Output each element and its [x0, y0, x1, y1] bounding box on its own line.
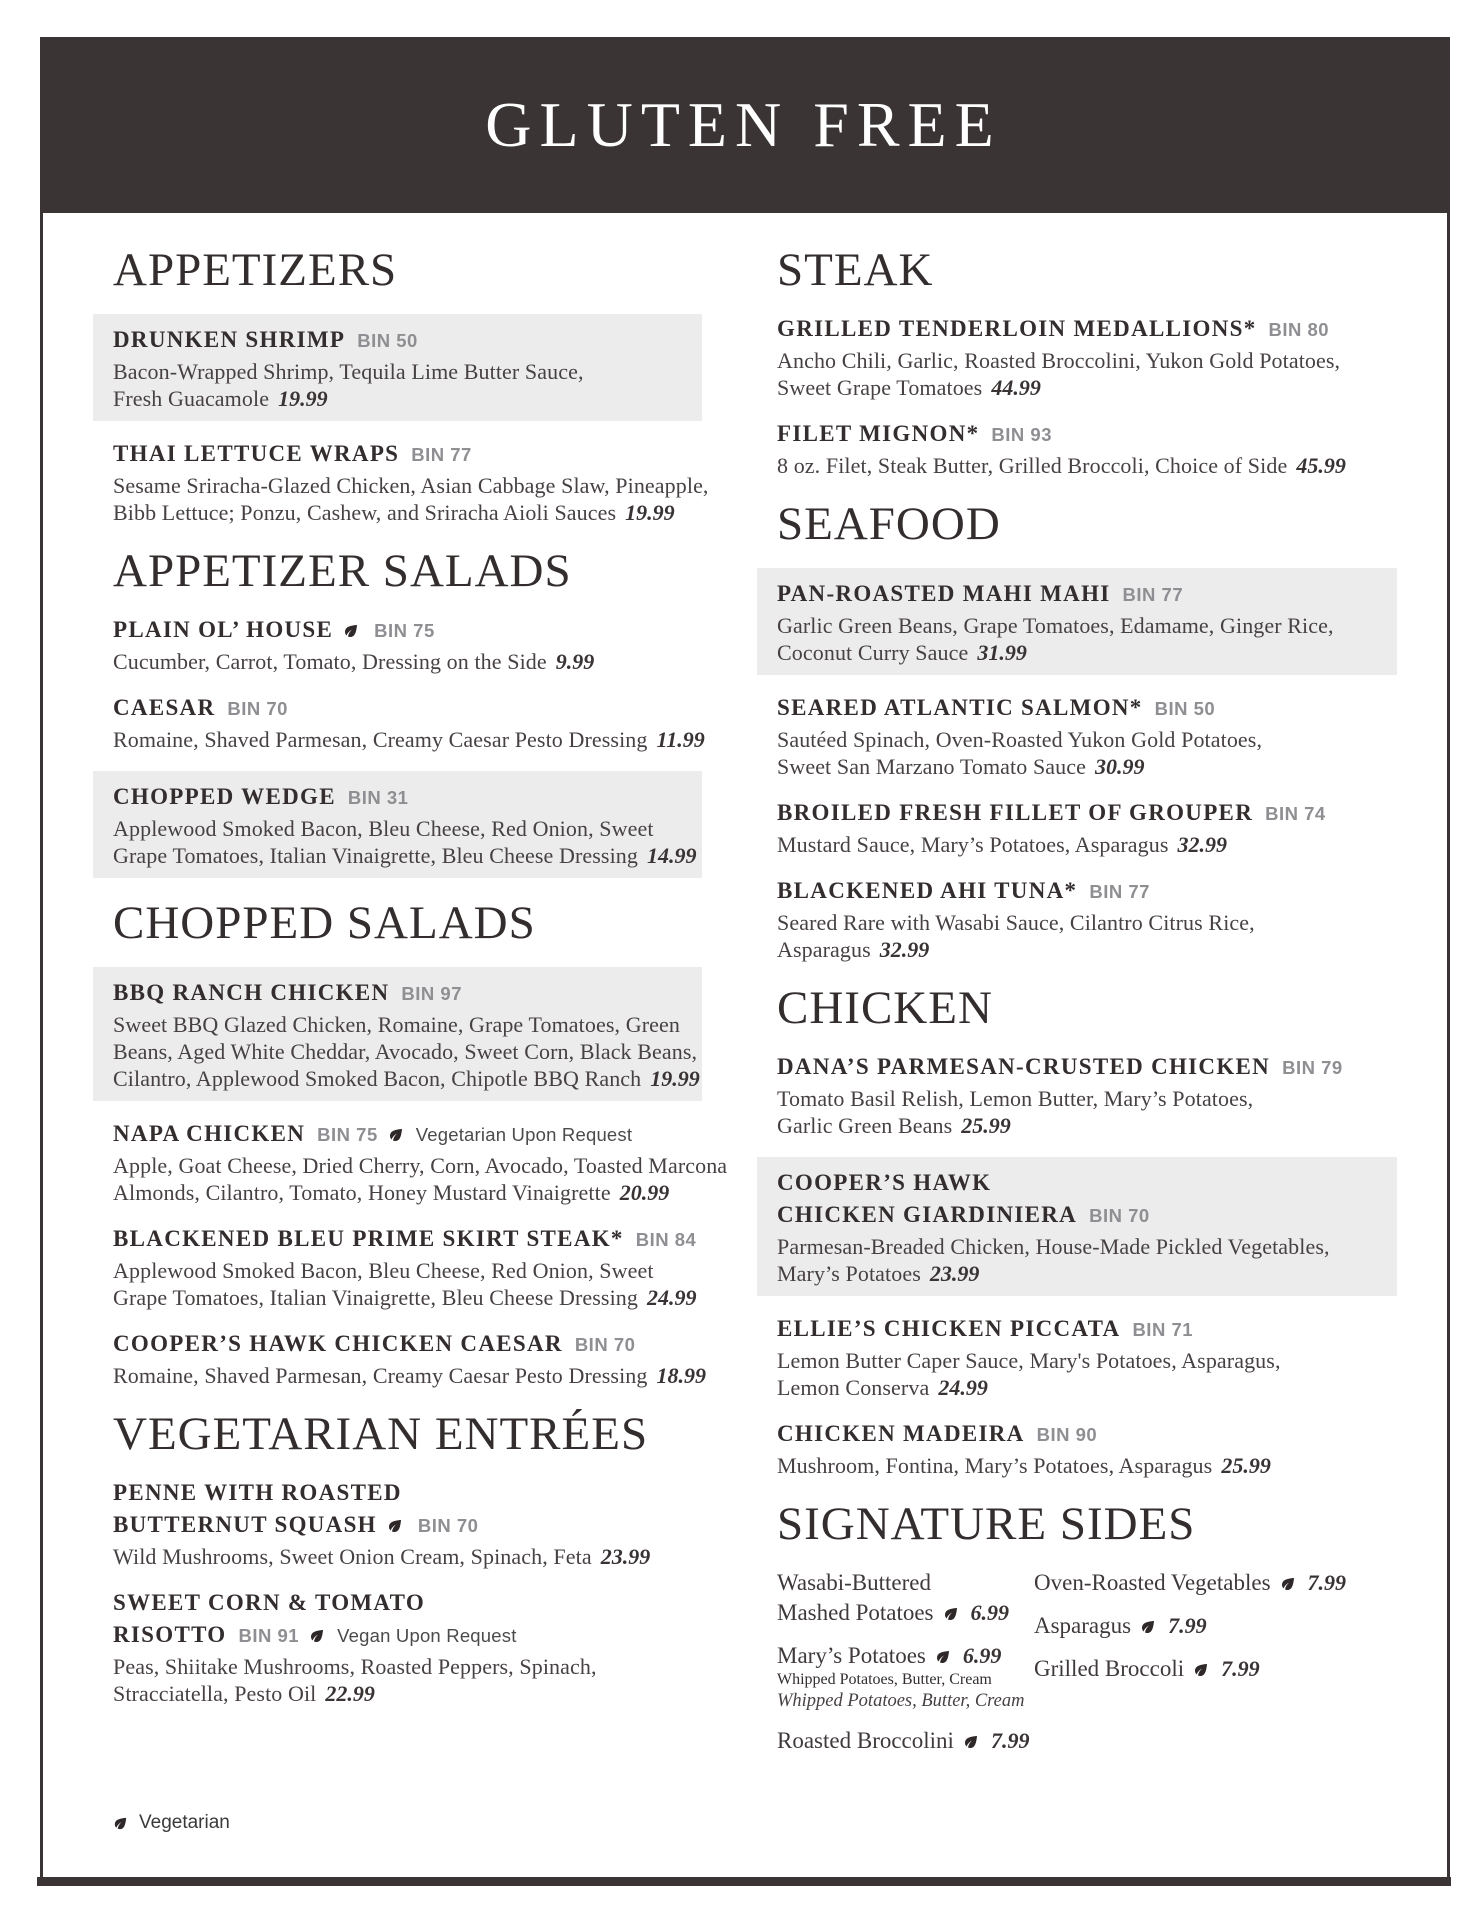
side-item [777, 1568, 1034, 1628]
item-name-row [113, 1620, 690, 1651]
bin-label: BIN 75 [317, 1124, 378, 1145]
item-description-text: Sesame Sriracha-Glazed Chicken, Asian Cabbage Slaw, Pineapple, [113, 473, 709, 498]
menu-column-right [777, 244, 1385, 1769]
leaf-icon [386, 1517, 404, 1535]
item-description-line [777, 1233, 1385, 1260]
side-item [1034, 1568, 1385, 1598]
item-description-line [777, 936, 1385, 963]
item-name-row [113, 615, 690, 646]
item-name: BUTTERNUT SQUASH [113, 1512, 377, 1537]
item-description-line [777, 1347, 1385, 1374]
item-description-line [777, 1112, 1385, 1139]
item-name: PENNE WITH ROASTED [113, 1480, 402, 1505]
side-name-row [1034, 1611, 1385, 1641]
menu-item [113, 439, 709, 526]
diet-note: Vegetarian Upon Request [415, 1124, 633, 1145]
item-description-line [777, 452, 1385, 479]
item-description-text: Cucumber, Carrot, Tomato, Dressing on the Side [113, 649, 547, 674]
bin-label: BIN 50 [1154, 698, 1216, 719]
menu-section [777, 982, 1385, 1479]
item-description-line [113, 1362, 707, 1389]
header-band [40, 37, 1447, 213]
item-description-line [113, 1653, 690, 1680]
bin-label: BIN 84 [635, 1229, 697, 1250]
menu-item [113, 1478, 690, 1570]
item-price: 32.99 [1177, 832, 1227, 857]
item-description-line [777, 639, 1385, 666]
bin-label: BIN 70 [227, 698, 288, 719]
item-description-text: Applewood Smoked Bacon, Bleu Cheese, Red Onion, Sweet [113, 1258, 654, 1283]
menu-item [757, 1157, 1397, 1296]
side-name-row [777, 1598, 1034, 1628]
menu-section [777, 244, 1385, 479]
menu-section [113, 1408, 690, 1707]
side-price: 6.99 [962, 1643, 1002, 1668]
item-description-text: Mustard Sauce, Mary’s Potatoes, Asparagus [777, 832, 1169, 857]
side-name: Oven-Roasted Vegetables [1034, 1570, 1271, 1595]
item-name: CHOPPED WEDGE [113, 784, 336, 809]
side-description: Whipped Potatoes, Butter, Cream [777, 1691, 1025, 1711]
item-name: CHICKEN MADEIRA [777, 1421, 1025, 1446]
item-name: COOPER’S HAWK CHICKEN CAESAR [113, 1331, 563, 1356]
side-name-row [777, 1726, 1034, 1756]
item-description-text: Apple, Goat Cheese, Dried Cherry, Corn, Avocado, Toasted Marcona [113, 1153, 728, 1178]
side-name-row [777, 1641, 1034, 1671]
item-price: 24.99 [938, 1375, 988, 1400]
menu-section [113, 244, 709, 526]
item-name: BLACKENED BLEU PRIME SKIRT STEAK* [113, 1226, 624, 1251]
bin-label: BIN 80 [1268, 319, 1330, 340]
side-price: 7.99 [1221, 1656, 1260, 1681]
menu-item [777, 1052, 1385, 1139]
sides-column [1034, 1568, 1385, 1769]
section-heading: SIGNATURE SIDES [777, 1498, 1196, 1550]
item-description-text: 8 oz. Filet, Steak Butter, Grilled Broccoli, Choice of Side [777, 453, 1288, 478]
leaf-icon [308, 1627, 326, 1645]
item-name-row [777, 1314, 1385, 1345]
item-name-row [777, 1168, 1385, 1198]
item-description-text: Applewood Smoked Bacon, Bleu Cheese, Red Onion, Sweet [113, 816, 654, 841]
item-name: NAPA CHICKEN [113, 1121, 306, 1146]
leaf-icon [934, 1648, 952, 1666]
item-name: RISOTTO [113, 1622, 227, 1647]
item-description-line [113, 1065, 700, 1092]
item-name-row [777, 314, 1385, 345]
item-description-text: Seared Rare with Wasabi Sauce, Cilantro Citrus Rice, [777, 910, 1255, 935]
item-name-row [113, 782, 690, 813]
section-heading: CHOPPED SALADS [113, 897, 536, 949]
item-description-line [113, 1284, 697, 1311]
item-description-line [777, 347, 1385, 374]
item-name: PLAIN OL’ HOUSE [113, 617, 334, 642]
item-name: SWEET CORN & TOMATO [113, 1590, 426, 1615]
side-name-row [1034, 1568, 1385, 1598]
bin-label: BIN 91 [238, 1625, 300, 1646]
menu-item [113, 1224, 697, 1311]
side-price: 7.99 [990, 1728, 1030, 1753]
item-description-text: Stracciatella, Pesto Oil [113, 1681, 317, 1706]
item-description-line [113, 1038, 698, 1065]
vegetarian-legend-label: Vegetarian [139, 1812, 230, 1833]
menu-item [777, 693, 1385, 780]
menu-item [113, 615, 690, 675]
item-price: 45.99 [1296, 453, 1346, 478]
side-item [777, 1641, 1034, 1713]
bin-label: BIN 97 [401, 983, 462, 1004]
item-description-text: Mushroom, Fontina, Mary’s Potatoes, Asparagus [777, 1453, 1213, 1478]
item-description-line [777, 1085, 1385, 1112]
item-name: BLACKENED AHI TUNA* [777, 878, 1078, 903]
item-description-line [113, 472, 709, 499]
item-description-line [113, 1680, 690, 1707]
bin-label: BIN 79 [1282, 1057, 1343, 1078]
menu-item [113, 693, 705, 753]
section-heading: APPETIZER SALADS [113, 545, 572, 597]
bin-label: BIN 31 [347, 787, 409, 808]
item-description-line [777, 726, 1385, 753]
item-name-row [113, 1478, 690, 1508]
item-price: 44.99 [991, 375, 1041, 400]
item-description-line [777, 831, 1385, 858]
menu-section [777, 498, 1385, 963]
item-price: 22.99 [325, 1681, 375, 1706]
item-name: GRILLED TENDERLOIN MEDALLIONS* [777, 316, 1257, 341]
menu-item [113, 1588, 690, 1707]
side-name: Asparagus [1034, 1613, 1132, 1638]
menu-item [777, 314, 1385, 401]
menu-item [777, 419, 1385, 479]
item-name-row [777, 1419, 1385, 1450]
item-price: 18.99 [656, 1363, 707, 1388]
item-description-text: Bacon-Wrapped Shrimp, Tequila Lime Butter Sauce, [113, 359, 584, 384]
item-name-row [777, 876, 1385, 907]
item-name: FILET MIGNON* [777, 421, 980, 446]
leaf-icon [387, 1126, 405, 1144]
item-description-text: Beans, Aged White Cheddar, Avocado, Sweet Corn, Black Beans, [113, 1039, 698, 1064]
bottom-rule [37, 1877, 1451, 1886]
item-name-row [777, 693, 1385, 724]
item-name-row [777, 798, 1385, 829]
side-name: Grilled Broccoli [1034, 1656, 1185, 1681]
bin-label: BIN 93 [991, 424, 1052, 445]
item-price: 19.99 [278, 386, 328, 411]
side-name: Roasted Broccolini [777, 1728, 954, 1753]
side-price: 6.99 [970, 1600, 1010, 1625]
item-name-row [113, 325, 690, 356]
item-description-text: Fresh Guacamole [113, 386, 270, 411]
item-name: COOPER’S HAWK [777, 1170, 992, 1195]
bin-label: BIN 70 [417, 1515, 479, 1536]
side-item [1034, 1654, 1385, 1684]
item-name-row [777, 579, 1385, 610]
item-description-line [113, 842, 697, 869]
item-name-row [113, 693, 690, 724]
bin-label: BIN 70 [574, 1334, 636, 1355]
item-description-line [777, 1260, 1385, 1287]
section-heading: VEGETARIAN ENTRÉES [113, 1408, 649, 1460]
section-heading: SEAFOOD [777, 498, 1001, 550]
menu-column-left [113, 244, 728, 1725]
item-price: 14.99 [647, 843, 697, 868]
item-description-line [777, 374, 1385, 401]
leaf-icon [342, 622, 360, 640]
bin-label: BIN 77 [411, 444, 472, 465]
item-description-text: Garlic Green Beans [777, 1113, 953, 1138]
item-description-line [777, 612, 1385, 639]
item-description-text: Garlic Green Beans, Grape Tomatoes, Edamame, Ginger Rice, [777, 613, 1334, 638]
item-description-text: Sweet Grape Tomatoes [777, 375, 983, 400]
menu-item [777, 876, 1385, 963]
side-name-row [777, 1568, 1034, 1598]
item-price: 19.99 [650, 1066, 700, 1091]
item-description-line [777, 1452, 1385, 1479]
menu-item [93, 967, 702, 1101]
item-description-text: Peas, Shiitake Mushrooms, Roasted Peppers, Spinach, [113, 1654, 597, 1679]
item-name-row [113, 1588, 690, 1618]
item-price: 11.99 [656, 727, 705, 752]
item-description-text: Lemon Conserva [777, 1375, 930, 1400]
item-name-row [777, 1052, 1385, 1083]
side-description: Whipped Potatoes, Butter, Cream [777, 1671, 992, 1688]
bin-label: BIN 77 [1122, 584, 1184, 605]
item-name: CHICKEN GIARDINIERA [777, 1202, 1078, 1227]
side-name: Wasabi-Buttered [777, 1570, 931, 1595]
item-description-line [113, 1152, 728, 1179]
item-price: 24.99 [647, 1285, 697, 1310]
menu-item [113, 1119, 728, 1206]
item-description-text: Romaine, Shaved Parmesan, Creamy Caesar Pesto Dressing [113, 1363, 648, 1388]
item-name: DRUNKEN SHRIMP [113, 327, 346, 352]
item-name-row [113, 1329, 690, 1360]
item-description-text: Ancho Chili, Garlic, Roasted Broccolini, Yukon Gold Potatoes, [777, 348, 1341, 373]
bin-label: BIN 50 [357, 330, 418, 351]
item-name: THAI LETTUCE WRAPS [113, 441, 400, 466]
item-price: 23.99 [600, 1544, 651, 1569]
item-price: 32.99 [879, 937, 930, 962]
leaf-icon [1192, 1661, 1210, 1679]
item-description-line [113, 726, 705, 753]
sides-column [777, 1568, 1034, 1769]
vegetarian-legend [112, 1812, 230, 1834]
bin-label: BIN 75 [374, 620, 435, 641]
side-price: 7.99 [1168, 1613, 1207, 1638]
item-name: BROILED FRESH FILLET OF GROUPER [777, 800, 1254, 825]
menu-item [777, 1314, 1385, 1401]
menu-item [757, 568, 1397, 675]
item-description-text: Lemon Butter Caper Sauce, Mary's Potatoes, Asparagus, [777, 1348, 1281, 1373]
item-description-text: Sweet San Marzano Tomato Sauce [777, 754, 1086, 779]
section-heading: STEAK [777, 244, 934, 296]
item-price: 19.99 [625, 500, 675, 525]
item-description-line [777, 753, 1385, 780]
item-name: PAN-ROASTED MAHI MAHI [777, 581, 1111, 606]
item-description-text: Coconut Curry Sauce [777, 640, 969, 665]
bin-label: BIN 74 [1265, 803, 1326, 824]
item-name-row [113, 439, 690, 470]
item-name-row [113, 1119, 690, 1150]
side-name: Mary’s Potatoes [777, 1643, 926, 1668]
item-description-text: Romaine, Shaved Parmesan, Creamy Caesar Pesto Dressing [113, 727, 648, 752]
menu-item [93, 314, 702, 421]
item-name: BBQ RANCH CHICKEN [113, 980, 390, 1005]
item-name-row [113, 978, 690, 1009]
side-item [1034, 1611, 1385, 1641]
leaf-icon [112, 1815, 129, 1832]
item-description-line [113, 1179, 690, 1206]
item-price: 31.99 [977, 640, 1027, 665]
item-description-line [113, 499, 690, 526]
menu-item [777, 798, 1385, 858]
item-price: 20.99 [619, 1180, 670, 1205]
leaf-icon [1139, 1618, 1157, 1636]
section-heading: APPETIZERS [113, 244, 398, 296]
item-description-text: Asparagus [777, 937, 871, 962]
item-name: DANA’S PARMESAN-CRUSTED CHICKEN [777, 1054, 1271, 1079]
leaf-icon [942, 1605, 960, 1623]
sides-grid [777, 1568, 1385, 1769]
item-name-row [113, 1510, 690, 1541]
item-description-text: Grape Tomatoes, Italian Vinaigrette, Bleu Cheese Dressing [113, 1285, 638, 1310]
item-description-line [113, 1543, 690, 1570]
item-description-text: Mary’s Potatoes [777, 1261, 921, 1286]
side-name: Mashed Potatoes [777, 1600, 934, 1625]
menu-section [777, 1498, 1385, 1769]
side-price: 7.99 [1307, 1570, 1347, 1595]
item-description-text: Grape Tomatoes, Italian Vinaigrette, Bleu Cheese Dressing [113, 843, 638, 868]
side-name-row [1034, 1654, 1385, 1684]
leaf-icon [1279, 1575, 1297, 1593]
item-description-text: Parmesan-Breaded Chicken, House-Made Pickled Vegetables, [777, 1234, 1330, 1259]
item-description-text: Cilantro, Applewood Smoked Bacon, Chipotle BBQ Ranch [113, 1066, 642, 1091]
item-description-line [777, 909, 1385, 936]
menu-item [113, 1329, 707, 1389]
item-description-line [113, 1011, 690, 1038]
section-heading: CHICKEN [777, 982, 993, 1034]
menu-section [113, 545, 705, 878]
leaf-icon [962, 1733, 980, 1751]
item-description-line [777, 1374, 1385, 1401]
item-price: 30.99 [1094, 754, 1145, 779]
menu-item [93, 771, 702, 878]
menu-item [777, 1419, 1385, 1479]
item-price: 25.99 [1221, 1453, 1271, 1478]
side-item [777, 1726, 1034, 1756]
item-description-text: Bibb Lettuce; Ponzu, Cashew, and Sriracha Aioli Sauces [113, 500, 617, 525]
item-description-line [113, 358, 690, 385]
item-description-line [113, 648, 690, 675]
menu-section [113, 897, 728, 1389]
item-description-text: Sautéed Spinach, Oven-Roasted Yukon Gold Potatoes, [777, 727, 1263, 752]
menu-title: GLUTEN FREE [485, 89, 1002, 160]
item-name: CAESAR [113, 695, 216, 720]
item-name-row [777, 1200, 1385, 1231]
item-description-line [113, 1257, 690, 1284]
item-description-line [113, 385, 690, 412]
bin-label: BIN 70 [1089, 1205, 1150, 1226]
bin-label: BIN 90 [1036, 1424, 1098, 1445]
item-description-text: Wild Mushrooms, Sweet Onion Cream, Spinach, Feta [113, 1544, 592, 1569]
item-description-text: Sweet BBQ Glazed Chicken, Romaine, Grape Tomatoes, Green [113, 1012, 680, 1037]
bin-label: BIN 71 [1132, 1319, 1194, 1340]
item-price: 25.99 [961, 1113, 1011, 1138]
item-name-row [777, 419, 1385, 450]
item-description-text: Tomato Basil Relish, Lemon Butter, Mary’s Potatoes, [777, 1086, 1254, 1111]
item-name-row [113, 1224, 697, 1255]
bin-label: BIN 77 [1089, 881, 1150, 902]
diet-note: Vegan Upon Request [337, 1625, 517, 1646]
item-description-text: Almonds, Cilantro, Tomato, Honey Mustard Vinaigrette [113, 1180, 611, 1205]
item-name: SEARED ATLANTIC SALMON* [777, 695, 1143, 720]
item-description-line [113, 815, 690, 842]
item-price: 9.99 [555, 649, 595, 674]
item-price: 23.99 [929, 1261, 980, 1286]
item-name: ELLIE’S CHICKEN PICCATA [777, 1316, 1121, 1341]
